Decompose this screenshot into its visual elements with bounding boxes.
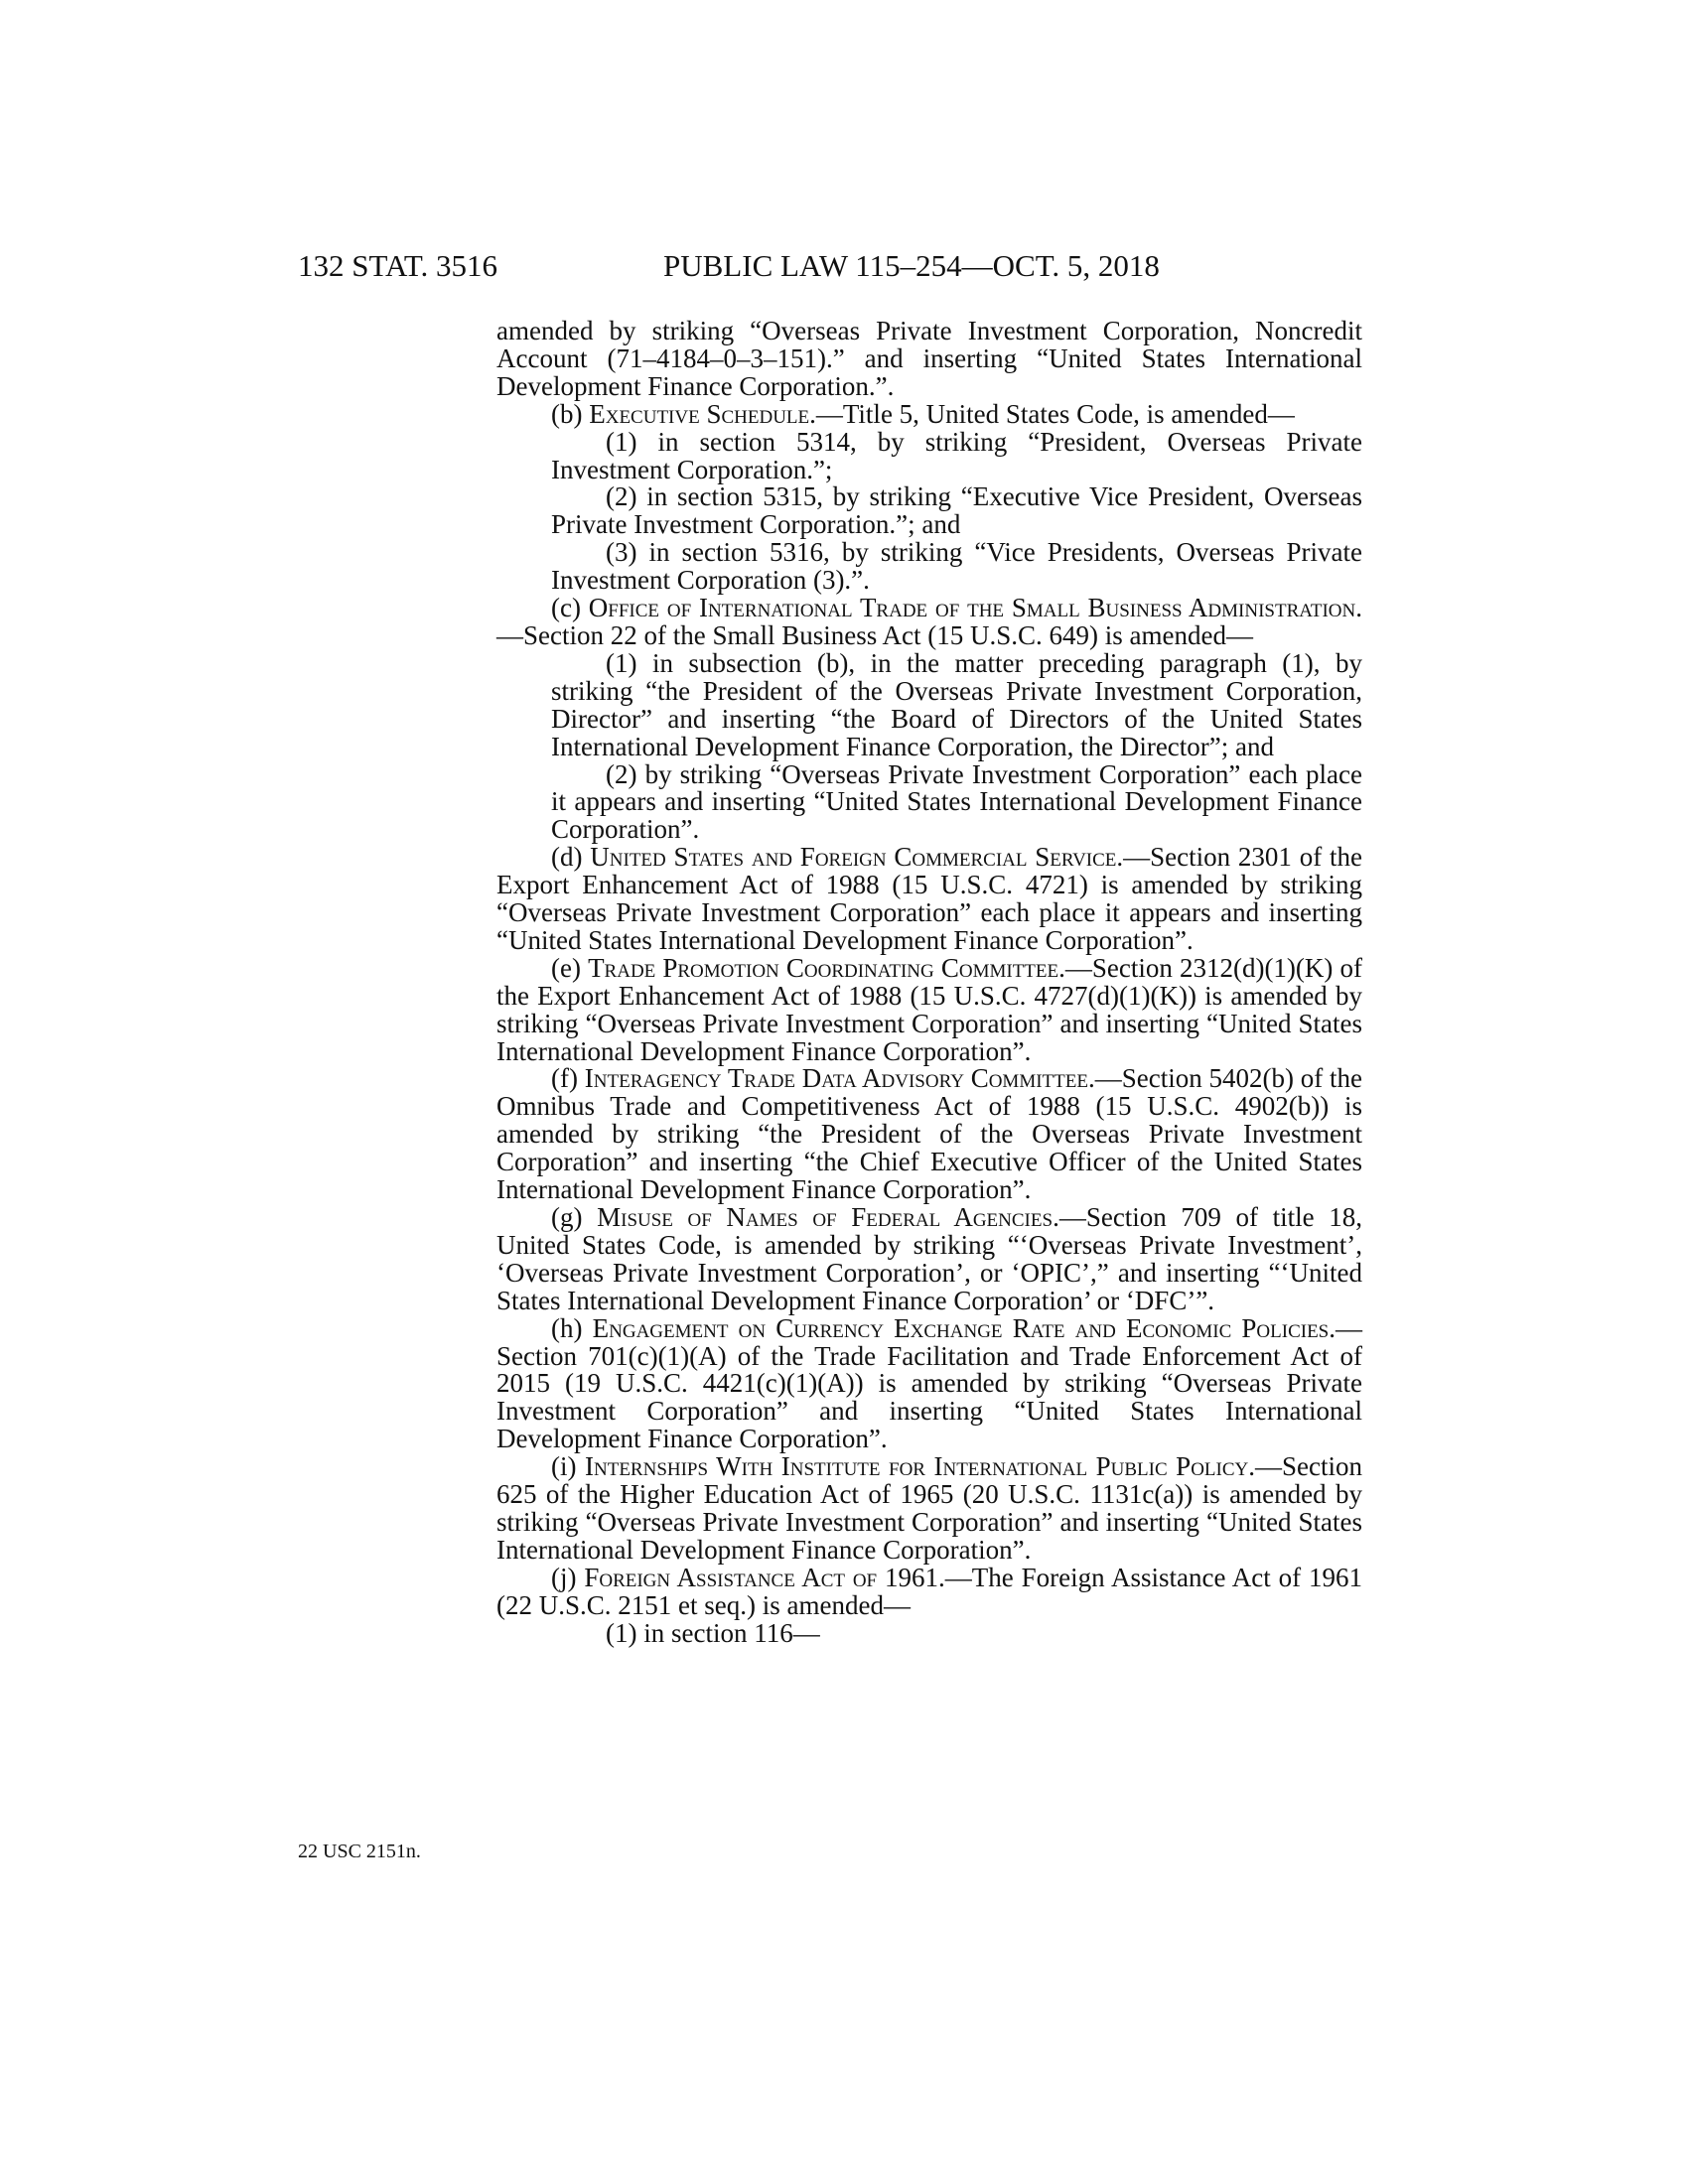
paragraph-c2: (2) by striking “Overseas Private Investment Corporation” each place it appears and inserting “United States International Development Finance Corporation”. <box>551 758 1362 845</box>
subsection-heading: Trade Promotion Coordinating Committee <box>588 952 1059 983</box>
subsection-b <box>496 398 1362 429</box>
subsection-j <box>496 1562 1362 1620</box>
subsection-text: .—The Foreign Assistance Act of 1961 (22 U.S.C. 2151 et seq.) is amended— <box>496 1562 1362 1620</box>
subsection-d <box>496 844 1362 955</box>
subsection-heading: Internships With Institute for International Public Policy <box>585 1451 1249 1482</box>
subsection-heading: Office of International Trade of the Small Business Administration <box>588 593 1356 623</box>
subsection-heading: Executive Schedule <box>589 398 810 429</box>
subsection-label: (f) <box>551 1063 585 1094</box>
subsection-label: (g) <box>551 1202 598 1232</box>
subsection-text: .—Section 22 of the Small Business Act (15 U.S.C. 649) is amended— <box>496 593 1363 650</box>
margin-citation: 22 USC 2151n. <box>298 1841 421 1862</box>
subsection-heading: United States and Foreign Commercial Service <box>590 842 1117 873</box>
subsection-f <box>496 1065 1362 1204</box>
document-body <box>496 318 1362 1648</box>
subsection-c <box>496 595 1362 650</box>
paragraph-continuation: amended by striking “Overseas Private Investment Corporation, Noncredit Account (71–4184–0–3–151).” and inserting “United States International Development Finance Corporation.”. <box>496 316 1362 401</box>
subsection-text: .—Title 5, United States Code, is amended— <box>809 398 1295 429</box>
subsection-heading: Engagement on Currency Exchange Rate and Economic Policies <box>592 1312 1330 1343</box>
subsection-label: (b) <box>551 398 590 429</box>
subsection-label: (c) <box>551 593 589 623</box>
subsection-label: (h) <box>551 1312 593 1343</box>
subsection-text: .—Section 701(c)(1)(A) of the Trade Facilitation and Trade Enforcement Act of 2015 (19 U.S.C. 4421(c)(1)(A)) is amended by striking “Overseas Private Investment Corporation” and inserting “United States International Development Finance Corporation”. <box>496 1312 1362 1454</box>
subsection-text: .—Section 5402(b) of the Omnibus Trade and Competitiveness Act of 1988 (15 U.S.C. 4902(b)) is amended by striking “the President of the Overseas Private Investment Corporation” and inserting “the Chief Executive Officer of the United States International Development Finance Corporation”. <box>496 1063 1362 1205</box>
subsection-heading: Foreign Assistance Act of 1961 <box>584 1562 938 1592</box>
page-header <box>298 248 1370 288</box>
subsection-e <box>496 952 1362 1066</box>
subsection-label: (d) <box>551 842 591 873</box>
subsection-text: .—Section 2301 of the Export Enhancement Act of 1988 (15 U.S.C. 4721) is amended by striking “Overseas Private Investment Corporation” each place it appears and inserting “United States International Development Finance Corporation”. <box>496 842 1362 955</box>
paragraph-c1: (1) in subsection (b), in the matter preceding paragraph (1), by striking “the President of the Overseas Private Investment Corporation, Director” and inserting “the Board of Directors of the United States International Development Finance Corporation, the Director”; and <box>551 647 1362 761</box>
stat-page-number: 132 STAT. 3516 <box>298 248 498 283</box>
subsection-label: (e) <box>551 952 589 983</box>
subsection-g <box>496 1204 1362 1315</box>
subsection-text: .—Section 2312(d)(1)(K) of the Export Enhancement Act of 1988 (15 U.S.C. 4727(d)(1)(K)) is amended by striking “Overseas Private Investment Corporation” and inserting “United States International Development Finance Corporation”. <box>496 952 1362 1066</box>
law-title: PUBLIC LAW 115–254—OCT. 5, 2018 <box>663 248 1160 283</box>
subsection-text: .—Section 709 of title 18, United States Code, is amended by striking “‘Overseas Private Investment’, ‘Overseas Private Investment Corporation’, or ‘OPIC’,” and inserting “‘United States International Development Finance Corporation’ or ‘DFC’”. <box>496 1202 1363 1315</box>
paragraph-b2: (2) in section 5315, by striking “Executive Vice President, Overseas Private Investment Corporation.”; and <box>551 481 1362 540</box>
subsection-heading: Interagency Trade Data Advisory Committee <box>584 1063 1088 1094</box>
subsection-heading: Misuse of Names of Federal Agencies <box>597 1202 1054 1232</box>
subsection-h <box>496 1312 1362 1454</box>
paragraph-b1: (1) in section 5314, by striking “President, Overseas Private Investment Corporation.”; <box>551 426 1362 484</box>
subsection-i <box>496 1453 1362 1565</box>
paragraph-j1: (1) in section 116— <box>606 1617 820 1648</box>
paragraph-b3: (3) in section 5316, by striking “Vice Presidents, Overseas Private Investment Corporation (3).”. <box>551 537 1362 596</box>
subsection-label: (j) <box>551 1562 585 1592</box>
subsection-text: .—Section 625 of the Higher Education Act of 1965 (20 U.S.C. 1131c(a)) is amended by striking “Overseas Private Investment Corporation” and inserting “United States International Development Finance Corporation”. <box>496 1451 1362 1565</box>
subsection-label: (i) <box>551 1451 585 1482</box>
